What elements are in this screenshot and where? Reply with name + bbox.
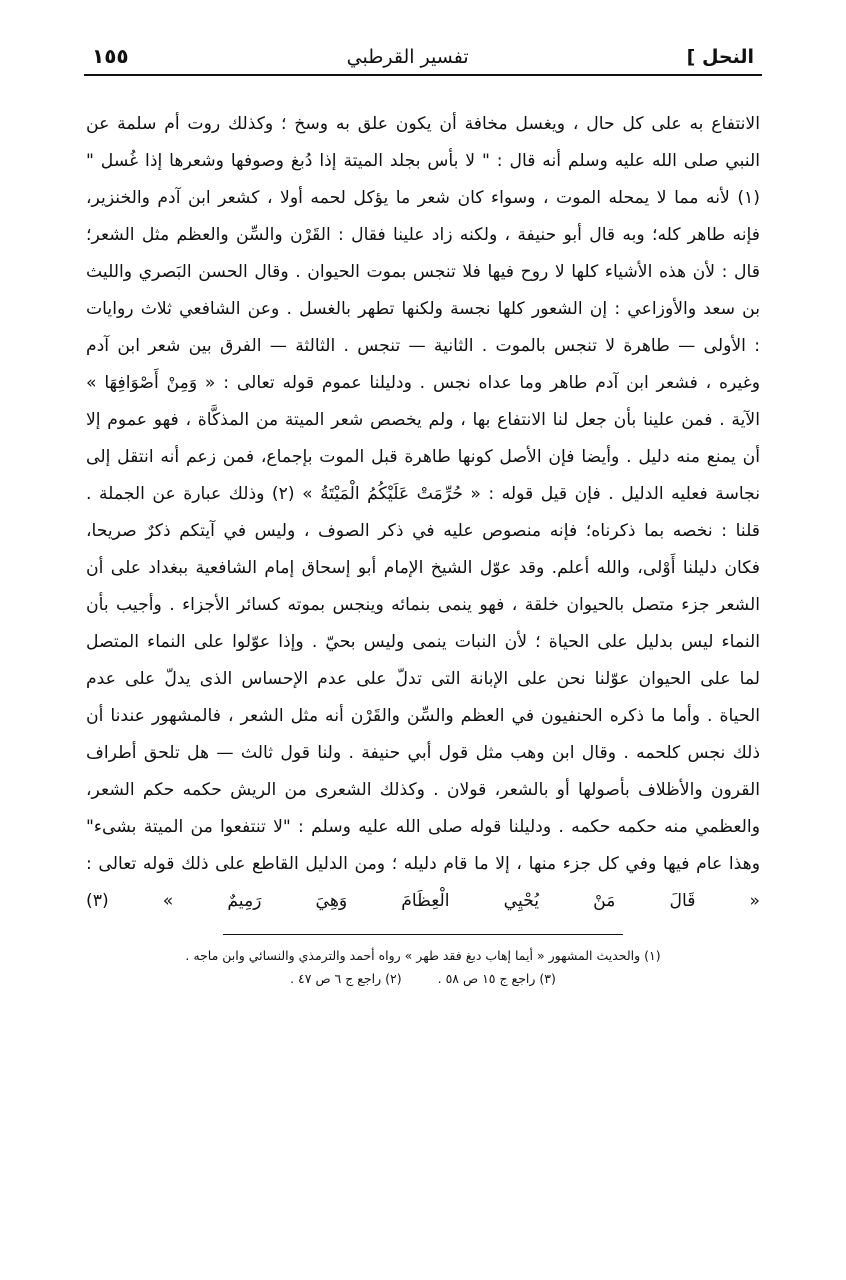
footnote-item: (١) والحديث المشهور « أيما إهاب دبغ فقد طهر » رواه أحمد والترمذي والنسائي وابن ماجه . xyxy=(185,948,661,963)
footnote-item: (٣) راجع ج ١٥ ص ٥٨ . xyxy=(437,971,556,986)
footnote-line-1 xyxy=(88,944,758,967)
footnote-line-2 xyxy=(88,967,758,990)
footnote-divider xyxy=(223,934,623,935)
header-divider xyxy=(84,74,762,76)
page-number: ١٥٥ xyxy=(92,44,129,68)
book-title: تفسير القرطبي xyxy=(346,46,469,68)
page-header xyxy=(78,44,768,68)
footnote-item: (٢) راجع ج ٦ ص ٤٧ . xyxy=(290,971,402,986)
body-paragraph: الانتفاع به على كل حال ، ويغسل مخافة أن يكون علق به وسخ ؛ وكذلك روت أم سلمة عن النبي صلى الله عليه وسلم أنه قال : " لا بأس بجلد الميتة إذا دُبغ وصوفها وشعرها إذا غُسل " (١) لأنه مما لا يمحله الموت ، وسواء كان شعر ما يؤكل لحمه أولا ، كشعر ابن آدم والخنزير، فإنه طاهر كله؛ وبه قال أبو حنيفة ، ولكنه زاد علينا فقال : القَرْن والسِّن والعظم مثل الشعر؛ قال : لأن هذه الأشياء كلها لا روح فيها فلا تنجس بموت الحيوان . وقال الحسن البَصري والليث بن سعد والأوزاعي : إن الشعور كلها نجسة ولكنها تطهر بالغسل . وعن الشافعي ثلاث روايات : الأولى — طاهرة لا تنجس بالموت . الثانية — تنجس . الثالثة — الفرق بين شعر ابن آدم وغيره ، فشعر ابن آدم طاهر وما عداه نجس . ودليلنا عموم قوله تعالى : « وَمِنْ أَصْوَافِهَا » الآية . فمن علينا بأن جعل لنا الانتفاع بها ، ولم يخصص شعر الميتة من المذكَّاة ، فهو عموم إلا أن يمنع منه دليل . وأيضا فإن الأصل كونها طاهرة قبل الموت بإجماع، فمن زعم أنه انتقل إلى نجاسة فعليه الدليل . فإن قيل قوله : « حُرِّمَتْ عَلَيْكُمُ الْمَيْتَةُ » (٢) وذلك عبارة عن الجملة . قلنا : نخصه بما ذكرناه؛ فإنه منصوص عليه في ذكر الصوف ، وليس في آيتكم ذكرٌ صريحا، فكان دليلنا أَوْلى، والله أعلم. وقد عوّل الشيخ الإمام أبو إسحاق إمام الشافعية ببغداد على أن الشعر جزء متصل بالحيوان خلقة ، فهو ينمى بنمائه وينجس بموته كسائر الأجزاء . وأجيب بأن النماء ليس بدليل على الحياة ؛ لأن النبات ينمى وليس بحيّ . وإذا عوّلوا على النماء المتصل لما على الحيوان عوّلنا نحن على الإبانة التى تدلّ على عدم الإحساس الذى يدلّ على عدم الحياة . وأما ما ذكره الحنفيون في العظم والسِّن والقَرْن أنه مثل الشعر ، فالمشهور عندنا أن ذلك نجس كلحمه . وقال ابن وهب مثل قول أبي حنيفة . ولنا قول ثالث — هل تلحق أطراف القرون والأظلاف بأصولها أو بالشعر، قولان . وكذلك الشعرى من الريش حكمه حكم الشعر، والعظمي منه حكمه حكمه . ودليلنا قوله صلى الله عليه وسلم : "لا تنتفعوا من الميتة بشىء" وهذا عام فيها وفي كل جزء منها ، إلا ما قام دليله ؛ ومن الدليل القاطع على ذلك قوله تعالى : « قَالَ مَنْ يُحْيِي الْعِظَامَ وَهِيَ رَمِيمٌ » (٣) xyxy=(86,114,760,911)
surah-label: النحل ] xyxy=(686,46,754,68)
footnotes xyxy=(78,944,768,990)
page-body xyxy=(78,106,768,920)
